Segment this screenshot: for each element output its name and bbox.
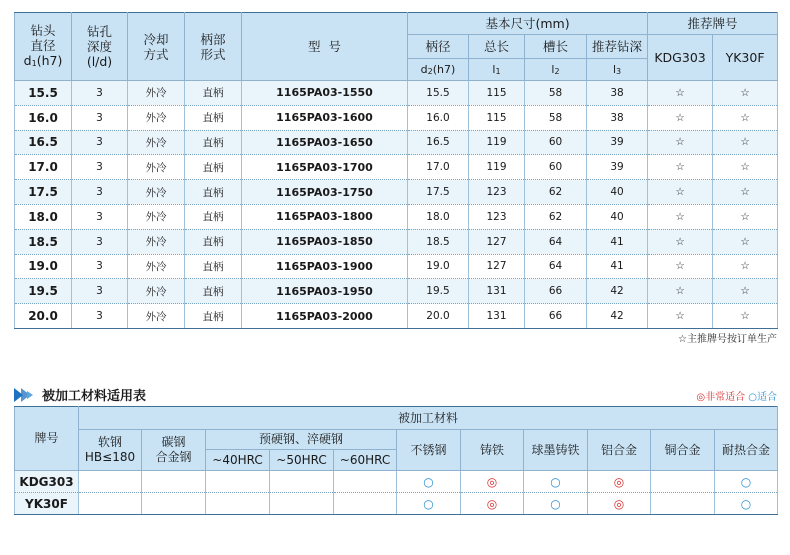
mat-header-cast-iron: 铸铁	[461, 430, 524, 471]
suitable-mark: ○	[740, 474, 752, 489]
shank-type-cell: 直柄	[185, 204, 242, 229]
shank-type-cell: 直柄	[185, 229, 242, 254]
flute-length-cell: 64	[525, 254, 587, 279]
cooling-cell: 外冷	[128, 254, 185, 279]
cooling-cell: 外冷	[128, 155, 185, 180]
rec-depth-cell: 40	[587, 204, 648, 229]
material-row	[15, 471, 778, 493]
header-total-length-symbol: l1	[469, 59, 525, 81]
suitable-mark: ○	[423, 474, 434, 489]
grade-kdg303-mark: ☆	[648, 279, 713, 304]
suitability-cell-h50	[270, 493, 334, 515]
drill-diameter-cell: 17.5	[15, 180, 72, 205]
shank-dia-cell: 17.0	[408, 155, 469, 180]
model-cell: 1165PA03-1800	[242, 204, 408, 229]
section-title: 被加工材料适用表	[42, 389, 147, 404]
grade-yk30f-mark: ☆	[713, 180, 778, 205]
drill-diameter-cell: 18.5	[15, 229, 72, 254]
header-recommended-grade: 推荐牌号	[648, 13, 778, 35]
suitability-cell-carbon	[142, 493, 206, 515]
suitability-legend	[696, 388, 777, 403]
mat-header-hrc50: ~50HRC	[270, 450, 334, 471]
grade-kdg303-mark: ☆	[648, 155, 713, 180]
suitability-cell-al	[588, 493, 651, 515]
cooling-cell: 外冷	[128, 279, 185, 304]
material-grade-cell: YK30F	[15, 493, 79, 515]
header-cooling: 冷却 方式	[128, 13, 185, 81]
cooling-cell: 外冷	[128, 130, 185, 155]
total-length-cell: 119	[469, 130, 525, 155]
depth-ratio-cell: 3	[72, 229, 128, 254]
spec-row	[15, 105, 778, 130]
total-length-cell: 131	[469, 279, 525, 304]
depth-ratio-cell: 3	[72, 204, 128, 229]
header-shank-dia-symbol: d2(h7)	[408, 59, 469, 81]
suitability-cell-cu	[651, 471, 715, 493]
grade-yk30f-mark: ☆	[713, 204, 778, 229]
rec-depth-cell: 38	[587, 105, 648, 130]
drill-diameter-cell: 16.0	[15, 105, 72, 130]
shank-type-cell: 直柄	[185, 155, 242, 180]
shank-dia-cell: 19.5	[408, 279, 469, 304]
very-suitable-mark: ◎	[486, 496, 498, 511]
double-arrow-icon	[14, 387, 36, 403]
grade-yk30f-mark: ☆	[713, 155, 778, 180]
rec-depth-cell: 41	[587, 229, 648, 254]
suitable-mark: ○	[740, 496, 752, 511]
flute-length-cell: 66	[525, 304, 587, 329]
total-length-cell: 115	[469, 81, 525, 106]
grade-kdg303-mark: ☆	[648, 254, 713, 279]
main-grade-note: ☆主推牌号按订单生产	[678, 334, 777, 345]
header-model: 型 号	[242, 13, 408, 81]
depth-ratio-cell: 3	[72, 180, 128, 205]
grade-yk30f-mark: ☆	[713, 229, 778, 254]
depth-ratio-cell: 3	[72, 155, 128, 180]
suitable-mark: ○	[423, 496, 434, 511]
suitable-mark: ○	[550, 474, 561, 489]
total-length-cell: 115	[469, 105, 525, 130]
shank-dia-cell: 15.5	[408, 81, 469, 106]
grade-yk30f-mark: ☆	[713, 130, 778, 155]
shank-dia-cell: 16.5	[408, 130, 469, 155]
rec-depth-cell: 38	[587, 81, 648, 106]
mat-header-heat-resistant: 耐热合金	[715, 430, 778, 471]
model-cell: 1165PA03-1850	[242, 229, 408, 254]
spec-row	[15, 279, 778, 304]
flute-length-cell: 62	[525, 204, 587, 229]
section-heading	[14, 385, 146, 404]
grade-yk30f-mark: ☆	[713, 304, 778, 329]
legend-very-suitable: ◎非常适合	[696, 392, 746, 403]
mat-header-stainless: 不锈钢	[397, 430, 461, 471]
header-basic-dimensions: 基本尺寸(mm)	[408, 13, 648, 35]
mat-header-soft-steel: 软钢 HB≤180	[79, 430, 142, 471]
flute-length-cell: 58	[525, 81, 587, 106]
drill-diameter-cell: 19.5	[15, 279, 72, 304]
header-rec-depth: 推荐钻深	[587, 35, 648, 59]
suitability-cell-h40	[206, 471, 270, 493]
total-length-cell: 123	[469, 180, 525, 205]
cooling-cell: 外冷	[128, 229, 185, 254]
header-shank-type: 柄部 形式	[185, 13, 242, 81]
drill-diameter-cell: 17.0	[15, 155, 72, 180]
depth-ratio-cell: 3	[72, 81, 128, 106]
drill-spec-table	[14, 12, 778, 329]
header-grade-yk30f: YK30F	[713, 35, 778, 81]
header-drill-diameter: 钻头 直径 d1(h7)	[15, 13, 72, 81]
shank-type-cell: 直柄	[185, 81, 242, 106]
mat-header-hrc40: ~40HRC	[206, 450, 270, 471]
spec-row	[15, 81, 778, 106]
mat-header-group: 被加工材料	[79, 407, 778, 430]
shank-dia-cell: 18.5	[408, 229, 469, 254]
suitability-cell-ductile	[524, 493, 588, 515]
suitability-cell-ductile	[524, 471, 588, 493]
suitable-mark: ○	[550, 496, 561, 511]
mat-header-carbon-steel: 碳钢 合金钢	[142, 430, 206, 471]
drill-diameter-cell: 15.5	[15, 81, 72, 106]
very-suitable-mark: ◎	[613, 474, 625, 489]
suitability-cell-cast	[461, 493, 524, 515]
header-grade-kdg303: KDG303	[648, 35, 713, 81]
suitability-cell-stainless	[397, 471, 461, 493]
very-suitable-mark: ◎	[486, 474, 498, 489]
shank-type-cell: 直柄	[185, 254, 242, 279]
grade-yk30f-mark: ☆	[713, 254, 778, 279]
drill-diameter-cell: 16.5	[15, 130, 72, 155]
flute-length-cell: 64	[525, 229, 587, 254]
depth-ratio-cell: 3	[72, 279, 128, 304]
rec-depth-cell: 41	[587, 254, 648, 279]
header-shank-dia: 柄径	[408, 35, 469, 59]
suitability-cell-h60	[334, 471, 397, 493]
grade-kdg303-mark: ☆	[648, 81, 713, 106]
total-length-cell: 131	[469, 304, 525, 329]
spec-row	[15, 229, 778, 254]
drill-diameter-cell: 19.0	[15, 254, 72, 279]
suitability-cell-cu	[651, 493, 715, 515]
suitability-cell-heat	[715, 471, 778, 493]
suitability-cell-h60	[334, 493, 397, 515]
flute-length-cell: 60	[525, 155, 587, 180]
suitability-cell-cast	[461, 471, 524, 493]
grade-yk30f-mark: ☆	[713, 105, 778, 130]
depth-ratio-cell: 3	[72, 254, 128, 279]
shank-type-cell: 直柄	[185, 180, 242, 205]
model-cell: 1165PA03-2000	[242, 304, 408, 329]
suitability-cell-heat	[715, 493, 778, 515]
legend-suitable: ○适合	[748, 392, 777, 403]
model-cell: 1165PA03-1650	[242, 130, 408, 155]
flute-length-cell: 62	[525, 180, 587, 205]
header-drill-depth: 钻孔 深度 (l/d)	[72, 13, 128, 81]
header-total-length: 总长	[469, 35, 525, 59]
model-cell: 1165PA03-1700	[242, 155, 408, 180]
grade-kdg303-mark: ☆	[648, 204, 713, 229]
spec-row	[15, 155, 778, 180]
rec-depth-cell: 39	[587, 155, 648, 180]
rec-depth-cell: 40	[587, 180, 648, 205]
model-cell: 1165PA03-1750	[242, 180, 408, 205]
mat-header-hrc60: ~60HRC	[334, 450, 397, 471]
total-length-cell: 127	[469, 229, 525, 254]
header-flute-length-symbol: l2	[525, 59, 587, 81]
depth-ratio-cell: 3	[72, 105, 128, 130]
material-row	[15, 493, 778, 515]
suitability-cell-al	[588, 471, 651, 493]
grade-kdg303-mark: ☆	[648, 304, 713, 329]
spec-row	[15, 130, 778, 155]
cooling-cell: 外冷	[128, 304, 185, 329]
shank-dia-cell: 16.0	[408, 105, 469, 130]
mat-header-ductile-iron: 球墨铸铁	[524, 430, 588, 471]
rec-depth-cell: 42	[587, 279, 648, 304]
very-suitable-mark: ◎	[613, 496, 625, 511]
cooling-cell: 外冷	[128, 180, 185, 205]
total-length-cell: 127	[469, 254, 525, 279]
mat-header-copper: 铜合金	[651, 430, 715, 471]
material-grade-cell: KDG303	[15, 471, 79, 493]
cooling-cell: 外冷	[128, 204, 185, 229]
header-flute-length: 槽长	[525, 35, 587, 59]
depth-ratio-cell: 3	[72, 304, 128, 329]
suitability-cell-h50	[270, 471, 334, 493]
suitability-cell-carbon	[142, 471, 206, 493]
mat-header-aluminum: 铝合金	[588, 430, 651, 471]
suitability-cell-soft	[79, 471, 142, 493]
rec-depth-cell: 42	[587, 304, 648, 329]
rec-depth-cell: 39	[587, 130, 648, 155]
cooling-cell: 外冷	[128, 81, 185, 106]
shank-type-cell: 直柄	[185, 130, 242, 155]
total-length-cell: 123	[469, 204, 525, 229]
suitability-cell-h40	[206, 493, 270, 515]
drill-diameter-cell: 18.0	[15, 204, 72, 229]
total-length-cell: 119	[469, 155, 525, 180]
spec-row	[15, 304, 778, 329]
shank-dia-cell: 17.5	[408, 180, 469, 205]
shank-dia-cell: 20.0	[408, 304, 469, 329]
suitability-cell-stainless	[397, 493, 461, 515]
grade-yk30f-mark: ☆	[713, 81, 778, 106]
spec-row	[15, 204, 778, 229]
grade-kdg303-mark: ☆	[648, 130, 713, 155]
material-suitability-table	[14, 406, 778, 515]
grade-yk30f-mark: ☆	[713, 279, 778, 304]
shank-dia-cell: 19.0	[408, 254, 469, 279]
flute-length-cell: 60	[525, 130, 587, 155]
flute-length-cell: 66	[525, 279, 587, 304]
mat-header-grade: 牌号	[15, 407, 79, 471]
flute-length-cell: 58	[525, 105, 587, 130]
model-cell: 1165PA03-1900	[242, 254, 408, 279]
grade-kdg303-mark: ☆	[648, 180, 713, 205]
shank-type-cell: 直柄	[185, 304, 242, 329]
cooling-cell: 外冷	[128, 105, 185, 130]
shank-type-cell: 直柄	[185, 279, 242, 304]
grade-kdg303-mark: ☆	[648, 105, 713, 130]
header-rec-depth-symbol: l3	[587, 59, 648, 81]
model-cell: 1165PA03-1550	[242, 81, 408, 106]
spec-row	[15, 180, 778, 205]
depth-ratio-cell: 3	[72, 130, 128, 155]
shank-dia-cell: 18.0	[408, 204, 469, 229]
model-cell: 1165PA03-1950	[242, 279, 408, 304]
spec-row	[15, 254, 778, 279]
grade-kdg303-mark: ☆	[648, 229, 713, 254]
shank-type-cell: 直柄	[185, 105, 242, 130]
drill-diameter-cell: 20.0	[15, 304, 72, 329]
model-cell: 1165PA03-1600	[242, 105, 408, 130]
suitability-cell-soft	[79, 493, 142, 515]
mat-header-hardened: 预硬钢、淬硬钢	[206, 430, 397, 450]
